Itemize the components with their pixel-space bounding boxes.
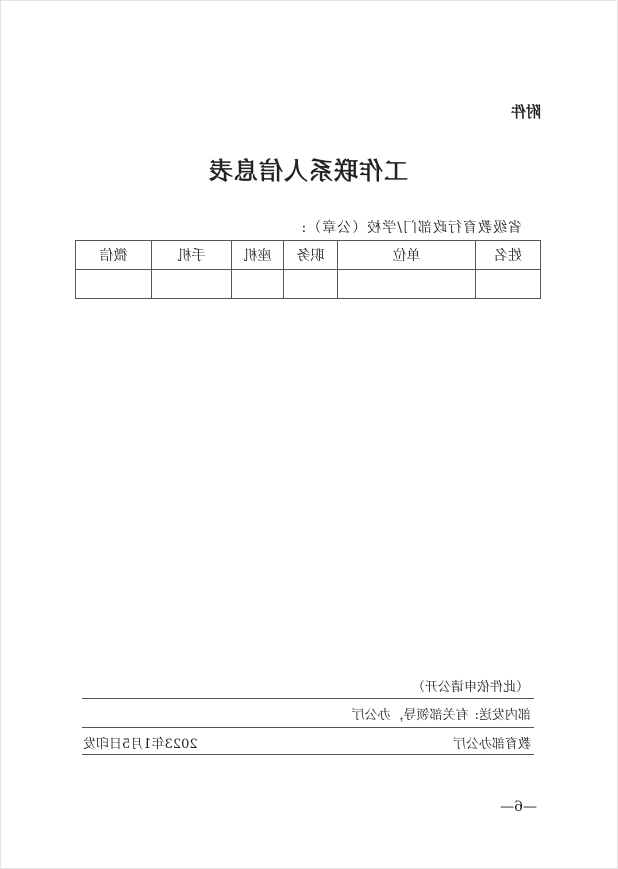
stamp-line: 省级教育行政部门/学校（公章）: [300,220,522,236]
attachment-label: 附件 [510,103,541,121]
contact-info-table [75,240,541,299]
distribution-label: 部内发送: [474,708,531,723]
header-landline: 座机 [232,241,284,270]
distribution-value: 有关部领导，办公厅 [351,708,469,723]
table-cell [232,270,284,299]
disclosure-note: （此件依申请公开） [411,680,529,695]
table-header-row [76,241,541,270]
document-title: 工作联系人信息表 [208,156,408,185]
table-cell [284,270,338,299]
issuer: 教育部办公厅 [452,737,531,752]
table-row [76,270,541,299]
footer-rule-top [82,698,534,699]
table-cell [476,270,541,299]
header-position: 职务 [284,241,338,270]
distribution-line [352,704,531,723]
header-wechat: 微信 [76,241,152,270]
table-cell [76,270,152,299]
issue-date: 2023年1月5日印发 [83,737,198,752]
table-cell [338,270,476,299]
header-mobile: 手机 [152,241,232,270]
table-cell [152,270,232,299]
footer-rule-bottom [82,754,534,755]
header-unit: 单位 [338,241,476,270]
page-number: —6— [500,799,537,815]
footer-rule-middle [82,727,534,728]
header-name: 姓名 [476,241,541,270]
